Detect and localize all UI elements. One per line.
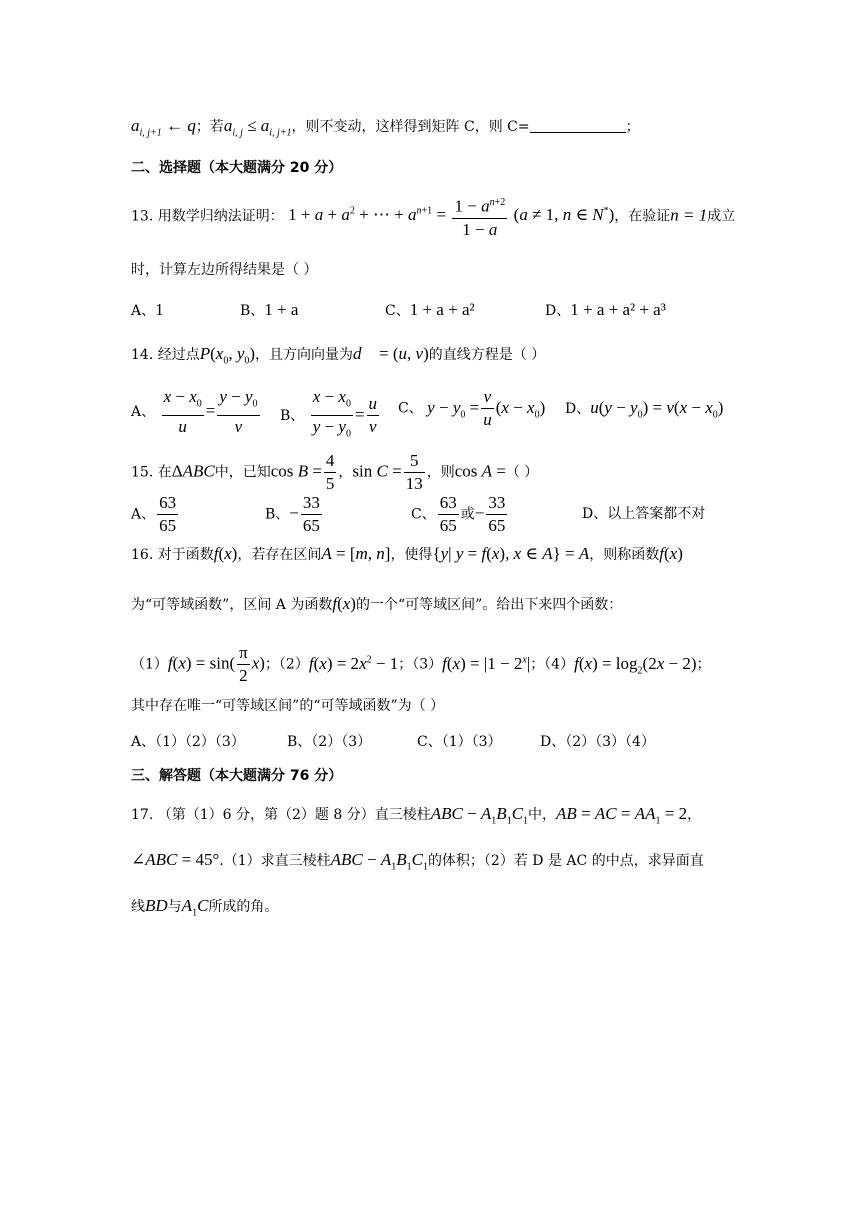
math-sum: $1 + a + a^2$ + ⋯ + $a^{n+1}$ = xyxy=(288,205,447,225)
question-13 xyxy=(131,192,740,242)
section-2-heading: 二、选择题（本大题满分 20 分） xyxy=(131,160,343,176)
math-vector: d⃗ xyxy=(353,344,375,363)
math-condition: (a ≠ 1, n ∈ N*) xyxy=(513,205,615,225)
math-point: P xyxy=(199,344,211,363)
option-c: C、1 + a + a² xyxy=(385,300,475,319)
text: 成立 xyxy=(707,208,736,225)
question-17-line3: 线BD与$A_1C$所成的角。 xyxy=(131,896,279,919)
option-c: C、 $\frac{63}{65}$ 或− $\frac{33}{65}$ xyxy=(411,493,506,535)
option-c: C、（1）（3） xyxy=(417,734,502,750)
section-3-heading: 三、解答题（本大题满分 76 分） xyxy=(131,768,343,784)
question-15: 15. 在ΔABC中，已知cos B = $\frac{4}{5}$ ，sin C = $\frac{5}{13}$ ，则cos A =（ ） xyxy=(131,451,539,493)
option-b: B、（2）（3） xyxy=(287,734,372,750)
option-a: A、 $\frac{x - x_0}{u}$ = $\frac{y - y_0}{v}$ xyxy=(131,387,258,437)
option-a: A、（1）（2）（3） xyxy=(131,734,245,750)
question-number: 13. 用数学归纳法证明： xyxy=(131,208,284,225)
question-17-line2: ∠ABC = 45°.（1）求直三棱柱ABC − $A_1B_1C_1$的体积；（2）若 D 是 AC 的中点，求异面直 xyxy=(131,850,704,873)
text: ，在验证 xyxy=(614,208,671,225)
math-a-ij1: $a_{i, j+1}$ ← q xyxy=(131,116,196,139)
question-16-line4: 其中存在唯一“可等域区间”的“可等域函数”为（ ） xyxy=(131,698,445,714)
text: ； xyxy=(625,119,640,135)
option-c: C、 $y - y_0$ = $\frac{v}{u}$ $(x - x_0)$ xyxy=(398,387,546,429)
question-16-functions: （1）f(x) = sin( $\frac{\pi}{2}$ x)；$(2)f(x) = 2x^2 - 1$；$(3)f(x) = |1 - 2^x|$；$(4)f(x) = \log_2(2x - 2)$； xyxy=(131,643,711,685)
option-d: D、（2）（3）（4） xyxy=(540,734,655,750)
option-d: D、以上答案都不对 xyxy=(582,506,706,522)
question-16: 16. 对于函数f(x)，若存在区间A = [m, n]，使得{y| y = f(x), x ∈ A} = A，则称函数f(x) xyxy=(131,544,683,563)
text: ，则不变动，这样得到矩阵 C，则 C= xyxy=(291,119,530,135)
option-d: D、1 + a + a² + a³ xyxy=(545,300,666,319)
question-16-line2: 为“可等域函数”，区间 A 为函数f(x)的一个“可等域区间”。给出下来四个函数： xyxy=(131,594,623,613)
matrix-rule-line xyxy=(131,114,740,145)
option-b: B、− $\frac{33}{65}$ xyxy=(265,493,320,535)
answer-blank xyxy=(530,118,626,133)
question-13-line2: 时，计算左边所得结果是（ ） xyxy=(131,262,318,278)
text: ；若 xyxy=(195,119,224,135)
question-17: 17. （第（1）6 分，第（2）题 8 分）直三棱柱ABC − $A_1B_1C_1$中，AB = AC = $AA_1 = 2$， xyxy=(131,804,702,827)
question-14: 14. 经过点$P(x_0$, $y_0$)，且方向向量为d⃗ = (u, v)的直线方程是（ ） xyxy=(131,344,546,367)
option-b: B、 $\frac{x - x_0}{y - y_0}$ = $\frac{u}{v}$ xyxy=(280,387,378,440)
math-inequality: $a_{i, j} \le a_{i, j+1}$ xyxy=(223,116,292,139)
math-n1: n = 1 xyxy=(670,205,708,225)
option-a: A、1 xyxy=(131,300,164,319)
option-b: B、1 + a xyxy=(240,300,299,319)
fraction: $\frac{1 - a^{n+2}}{1 - a}$ xyxy=(452,192,507,241)
option-a: A、 $\frac{63}{65}$ xyxy=(131,493,177,535)
option-d: D、$u(y - y_0) = v(x - x_0)$ xyxy=(565,398,724,421)
